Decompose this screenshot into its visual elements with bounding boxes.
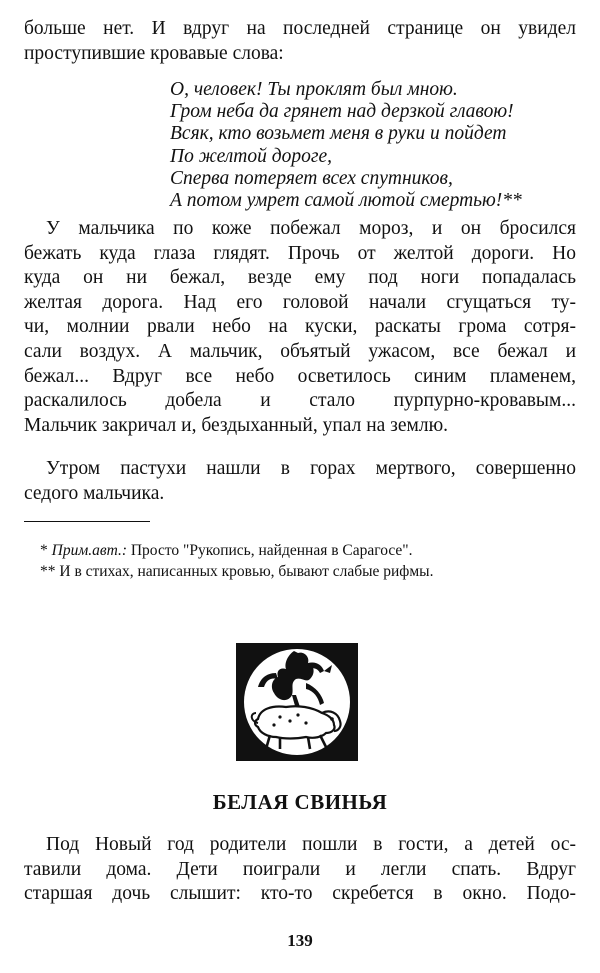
paragraph-chapter [24,833,576,907]
text-line: бежать куда глаза глядят. Прочь от желтой дороги. Но [24,242,576,264]
poem-line: А потом умрет самой лютой смертью!** [170,190,522,212]
text-line: чи, молнии рвали небо на куски, раскаты грома сотря- [24,316,576,338]
text-line: седого мальчика. [24,482,165,504]
text-line: больше нет. И вдруг на последней странице он увидел [24,18,576,39]
text-line: У мальчика по коже побежал мороз, и он бросился [46,218,576,239]
footnote-text: Просто "Рукопись, найденная в Сарагосе". [126,542,413,559]
text-line: проступившие кровавые слова: [24,42,284,64]
chapter-vignette-illustration [236,643,358,761]
footnote-marker: * [40,542,52,559]
text-line: бежал... Вдруг все небо осветилось синим пламенем, [24,365,576,387]
poem-line: Гром неба да грянет над дерзкой главою! [170,101,514,123]
footnote-1 [40,541,433,562]
poem-line: О, человек! Ты проклят был мною. [170,79,458,100]
text-line: куда он ни бежал, везде ему под ноги попадалась [24,267,576,289]
chapter-title: БЕЛАЯ СВИНЬЯ [212,790,388,814]
text-line: сали воздух. А мальчик, объятый ужасом, все бежал и [24,340,576,362]
footnote-label: Прим.авт.: [51,542,127,559]
paragraph-top [24,17,576,66]
text-line: Под Новый год родители пошли в гости, а детей ос- [46,834,576,855]
poem-line: По желтой дороге, [170,145,332,167]
text-line: желтая дорога. Над его головой начали сгущаться ту- [24,291,576,313]
footnotes [40,541,433,582]
poem-line: Всяк, кто возьмет меня в руки и пойдет [170,123,507,145]
text-line: раскалилось добела и стало пурпурно-кровавым... [24,390,576,412]
text-line: тавили дома. Дети поиграли и легли спать. Вдруг [24,858,576,880]
paragraph-boy [24,217,576,438]
text-line: Мальчик закричал и, бездыханный, упал на землю. [24,414,449,436]
text-line: старшая дочь слышит: кто-то скребется в окно. Подо- [24,883,576,905]
paragraph-morning [24,457,576,506]
poem [170,79,522,212]
text-line: Утром пастухи нашли в горах мертвого, совершенно [46,458,576,479]
footnote-2: ** И в стихах, написанных кровью, бывают слабые рифмы. [40,562,434,580]
page-number: 139 [287,931,313,950]
footnote-separator [24,521,150,522]
poem-line: Сперва потеряет всех спутников, [170,167,453,189]
